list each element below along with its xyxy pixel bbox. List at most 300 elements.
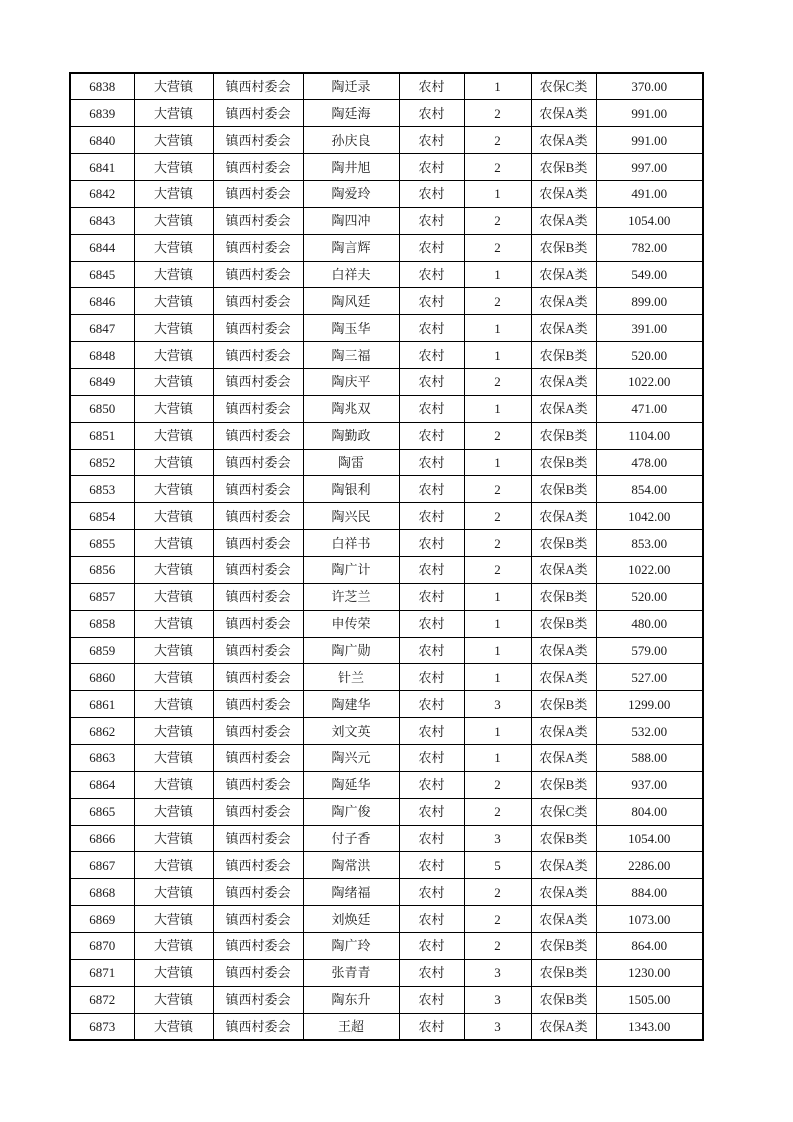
town-cell: 大营镇 [134, 825, 213, 852]
table-row [70, 986, 703, 1013]
amount-cell: 491.00 [596, 180, 703, 207]
residence-type-cell: 农村 [399, 798, 464, 825]
serial-number-cell: 6867 [70, 852, 134, 879]
serial-number-cell: 6840 [70, 127, 134, 154]
table-row [70, 825, 703, 852]
person-count-cell: 1 [464, 664, 531, 691]
village-committee-cell: 镇西村委会 [213, 73, 303, 100]
table-row [70, 771, 703, 798]
residence-type-cell: 农村 [399, 154, 464, 181]
amount-cell: 520.00 [596, 342, 703, 369]
residence-type-cell: 农村 [399, 315, 464, 342]
residence-type-cell: 农村 [399, 261, 464, 288]
town-cell: 大营镇 [134, 691, 213, 718]
person-count-cell: 2 [464, 879, 531, 906]
table-row [70, 315, 703, 342]
serial-number-cell: 6847 [70, 315, 134, 342]
residence-type-cell: 农村 [399, 691, 464, 718]
person-count-cell: 3 [464, 986, 531, 1013]
serial-number-cell: 6855 [70, 530, 134, 557]
residence-type-cell: 农村 [399, 476, 464, 503]
village-committee-cell: 镇西村委会 [213, 530, 303, 557]
serial-number-cell: 6866 [70, 825, 134, 852]
person-name-cell: 白祥夫 [303, 261, 399, 288]
serial-number-cell: 6848 [70, 342, 134, 369]
person-name-cell: 陶建华 [303, 691, 399, 718]
amount-cell: 937.00 [596, 771, 703, 798]
serial-number-cell: 6843 [70, 207, 134, 234]
residence-type-cell: 农村 [399, 127, 464, 154]
person-count-cell: 2 [464, 422, 531, 449]
village-committee-cell: 镇西村委会 [213, 906, 303, 933]
serial-number-cell: 6841 [70, 154, 134, 181]
town-cell: 大营镇 [134, 476, 213, 503]
residence-type-cell: 农村 [399, 825, 464, 852]
person-count-cell: 1 [464, 583, 531, 610]
town-cell: 大营镇 [134, 368, 213, 395]
village-committee-cell: 镇西村委会 [213, 986, 303, 1013]
person-count-cell: 2 [464, 154, 531, 181]
amount-cell: 997.00 [596, 154, 703, 181]
person-count-cell: 1 [464, 718, 531, 745]
serial-number-cell: 6844 [70, 234, 134, 261]
town-cell: 大营镇 [134, 100, 213, 127]
table-row [70, 207, 703, 234]
residence-type-cell: 农村 [399, 342, 464, 369]
person-count-cell: 1 [464, 395, 531, 422]
insurance-class-cell: 农保A类 [531, 744, 596, 771]
table-row [70, 906, 703, 933]
amount-cell: 782.00 [596, 234, 703, 261]
insurance-class-cell: 农保A类 [531, 637, 596, 664]
table-row [70, 718, 703, 745]
amount-cell: 480.00 [596, 610, 703, 637]
amount-cell: 854.00 [596, 476, 703, 503]
amount-cell: 853.00 [596, 530, 703, 557]
table-row [70, 691, 703, 718]
amount-cell: 991.00 [596, 127, 703, 154]
insurance-class-cell: 农保B类 [531, 610, 596, 637]
amount-cell: 804.00 [596, 798, 703, 825]
amount-cell: 864.00 [596, 933, 703, 960]
residence-type-cell: 农村 [399, 422, 464, 449]
insurance-class-cell: 农保A类 [531, 288, 596, 315]
person-name-cell: 陶延华 [303, 771, 399, 798]
person-count-cell: 3 [464, 959, 531, 986]
person-name-cell: 陶迁录 [303, 73, 399, 100]
serial-number-cell: 6853 [70, 476, 134, 503]
town-cell: 大营镇 [134, 288, 213, 315]
village-committee-cell: 镇西村委会 [213, 610, 303, 637]
person-count-cell: 1 [464, 315, 531, 342]
amount-cell: 884.00 [596, 879, 703, 906]
residence-type-cell: 农村 [399, 180, 464, 207]
village-committee-cell: 镇西村委会 [213, 556, 303, 583]
village-committee-cell: 镇西村委会 [213, 744, 303, 771]
town-cell: 大营镇 [134, 342, 213, 369]
table-row [70, 395, 703, 422]
amount-cell: 1022.00 [596, 556, 703, 583]
table-row [70, 1013, 703, 1040]
residence-type-cell: 农村 [399, 852, 464, 879]
insurance-class-cell: 农保B类 [531, 771, 596, 798]
amount-cell: 899.00 [596, 288, 703, 315]
serial-number-cell: 6859 [70, 637, 134, 664]
table-row [70, 583, 703, 610]
village-committee-cell: 镇西村委会 [213, 261, 303, 288]
table-row [70, 933, 703, 960]
town-cell: 大营镇 [134, 530, 213, 557]
serial-number-cell: 6845 [70, 261, 134, 288]
residence-type-cell: 农村 [399, 959, 464, 986]
town-cell: 大营镇 [134, 986, 213, 1013]
person-name-cell: 申传荣 [303, 610, 399, 637]
person-count-cell: 2 [464, 771, 531, 798]
residence-type-cell: 农村 [399, 610, 464, 637]
insurance-class-cell: 农保B类 [531, 449, 596, 476]
person-name-cell: 陶雷 [303, 449, 399, 476]
village-committee-cell: 镇西村委会 [213, 368, 303, 395]
amount-cell: 1022.00 [596, 368, 703, 395]
insurance-class-cell: 农保A类 [531, 556, 596, 583]
amount-cell: 1104.00 [596, 422, 703, 449]
residence-type-cell: 农村 [399, 556, 464, 583]
person-name-cell: 陶兴民 [303, 503, 399, 530]
insurance-class-cell: 农保B类 [531, 583, 596, 610]
residence-type-cell: 农村 [399, 234, 464, 261]
table-row [70, 959, 703, 986]
person-count-cell: 1 [464, 610, 531, 637]
table-row [70, 664, 703, 691]
person-name-cell: 陶井旭 [303, 154, 399, 181]
insurance-class-cell: 农保B类 [531, 933, 596, 960]
town-cell: 大营镇 [134, 744, 213, 771]
person-name-cell: 陶广勋 [303, 637, 399, 664]
insurance-class-cell: 农保B类 [531, 154, 596, 181]
person-count-cell: 1 [464, 637, 531, 664]
serial-number-cell: 6846 [70, 288, 134, 315]
amount-cell: 1054.00 [596, 207, 703, 234]
insurance-class-cell: 农保A类 [531, 180, 596, 207]
village-committee-cell: 镇西村委会 [213, 637, 303, 664]
serial-number-cell: 6852 [70, 449, 134, 476]
village-committee-cell: 镇西村委会 [213, 771, 303, 798]
amount-cell: 532.00 [596, 718, 703, 745]
serial-number-cell: 6862 [70, 718, 134, 745]
person-name-cell: 陶四冲 [303, 207, 399, 234]
serial-number-cell: 6868 [70, 879, 134, 906]
person-count-cell: 5 [464, 852, 531, 879]
residence-type-cell: 农村 [399, 530, 464, 557]
amount-cell: 1073.00 [596, 906, 703, 933]
town-cell: 大营镇 [134, 180, 213, 207]
town-cell: 大营镇 [134, 395, 213, 422]
person-name-cell: 陶兴元 [303, 744, 399, 771]
amount-cell: 1299.00 [596, 691, 703, 718]
insurance-class-cell: 农保A类 [531, 368, 596, 395]
town-cell: 大营镇 [134, 771, 213, 798]
town-cell: 大营镇 [134, 610, 213, 637]
serial-number-cell: 6873 [70, 1013, 134, 1040]
person-count-cell: 2 [464, 100, 531, 127]
person-count-cell: 1 [464, 342, 531, 369]
village-committee-cell: 镇西村委会 [213, 852, 303, 879]
village-committee-cell: 镇西村委会 [213, 288, 303, 315]
serial-number-cell: 6861 [70, 691, 134, 718]
amount-cell: 579.00 [596, 637, 703, 664]
table-row [70, 530, 703, 557]
amount-cell: 478.00 [596, 449, 703, 476]
amount-cell: 2286.00 [596, 852, 703, 879]
residence-type-cell: 农村 [399, 933, 464, 960]
person-name-cell: 陶广计 [303, 556, 399, 583]
person-name-cell: 刘文英 [303, 718, 399, 745]
person-name-cell: 陶广俊 [303, 798, 399, 825]
person-name-cell: 刘焕廷 [303, 906, 399, 933]
town-cell: 大营镇 [134, 718, 213, 745]
table-row [70, 637, 703, 664]
insurance-class-cell: 农保A类 [531, 906, 596, 933]
serial-number-cell: 6865 [70, 798, 134, 825]
person-name-cell: 白祥书 [303, 530, 399, 557]
village-committee-cell: 镇西村委会 [213, 879, 303, 906]
insurance-class-cell: 农保B类 [531, 986, 596, 1013]
insurance-class-cell: 农保A类 [531, 395, 596, 422]
person-count-cell: 2 [464, 127, 531, 154]
village-committee-cell: 镇西村委会 [213, 395, 303, 422]
town-cell: 大营镇 [134, 879, 213, 906]
village-committee-cell: 镇西村委会 [213, 100, 303, 127]
residence-type-cell: 农村 [399, 771, 464, 798]
person-name-cell: 张青青 [303, 959, 399, 986]
residence-type-cell: 农村 [399, 368, 464, 395]
insurance-class-cell: 农保A类 [531, 261, 596, 288]
residence-type-cell: 农村 [399, 637, 464, 664]
person-name-cell: 陶风廷 [303, 288, 399, 315]
town-cell: 大营镇 [134, 664, 213, 691]
residence-type-cell: 农村 [399, 1013, 464, 1040]
amount-cell: 520.00 [596, 583, 703, 610]
person-name-cell: 针兰 [303, 664, 399, 691]
residence-type-cell: 农村 [399, 906, 464, 933]
person-name-cell: 许芝兰 [303, 583, 399, 610]
person-name-cell: 陶常洪 [303, 852, 399, 879]
serial-number-cell: 6850 [70, 395, 134, 422]
table-row [70, 449, 703, 476]
insurance-class-cell: 农保A类 [531, 100, 596, 127]
town-cell: 大营镇 [134, 154, 213, 181]
serial-number-cell: 6869 [70, 906, 134, 933]
serial-number-cell: 6854 [70, 503, 134, 530]
person-count-cell: 2 [464, 906, 531, 933]
town-cell: 大营镇 [134, 637, 213, 664]
serial-number-cell: 6860 [70, 664, 134, 691]
person-name-cell: 陶兆双 [303, 395, 399, 422]
village-committee-cell: 镇西村委会 [213, 959, 303, 986]
table-row [70, 261, 703, 288]
insurance-class-cell: 农保A类 [531, 718, 596, 745]
roster-body [70, 73, 703, 1040]
town-cell: 大营镇 [134, 959, 213, 986]
town-cell: 大营镇 [134, 261, 213, 288]
person-count-cell: 2 [464, 234, 531, 261]
town-cell: 大营镇 [134, 127, 213, 154]
residence-type-cell: 农村 [399, 73, 464, 100]
town-cell: 大营镇 [134, 422, 213, 449]
table-row [70, 422, 703, 449]
village-committee-cell: 镇西村委会 [213, 503, 303, 530]
village-committee-cell: 镇西村委会 [213, 315, 303, 342]
person-count-cell: 1 [464, 449, 531, 476]
village-committee-cell: 镇西村委会 [213, 583, 303, 610]
person-name-cell: 陶庆平 [303, 368, 399, 395]
person-count-cell: 2 [464, 476, 531, 503]
insurance-class-cell: 农保A类 [531, 503, 596, 530]
village-committee-cell: 镇西村委会 [213, 154, 303, 181]
table-row [70, 100, 703, 127]
serial-number-cell: 6864 [70, 771, 134, 798]
residence-type-cell: 农村 [399, 986, 464, 1013]
village-committee-cell: 镇西村委会 [213, 234, 303, 261]
village-committee-cell: 镇西村委会 [213, 180, 303, 207]
payment-roster-table [69, 72, 704, 1041]
table-row [70, 288, 703, 315]
town-cell: 大营镇 [134, 449, 213, 476]
village-committee-cell: 镇西村委会 [213, 933, 303, 960]
village-committee-cell: 镇西村委会 [213, 207, 303, 234]
amount-cell: 1054.00 [596, 825, 703, 852]
person-name-cell: 陶银利 [303, 476, 399, 503]
insurance-class-cell: 农保A类 [531, 852, 596, 879]
amount-cell: 1343.00 [596, 1013, 703, 1040]
village-committee-cell: 镇西村委会 [213, 342, 303, 369]
amount-cell: 471.00 [596, 395, 703, 422]
person-name-cell: 孙庆良 [303, 127, 399, 154]
table-row [70, 879, 703, 906]
person-count-cell: 3 [464, 825, 531, 852]
residence-type-cell: 农村 [399, 100, 464, 127]
town-cell: 大营镇 [134, 852, 213, 879]
person-name-cell: 陶玉华 [303, 315, 399, 342]
table-row [70, 503, 703, 530]
person-name-cell: 陶三福 [303, 342, 399, 369]
residence-type-cell: 农村 [399, 207, 464, 234]
town-cell: 大营镇 [134, 234, 213, 261]
table-row [70, 154, 703, 181]
table-row [70, 798, 703, 825]
person-name-cell: 付子香 [303, 825, 399, 852]
insurance-class-cell: 农保A类 [531, 879, 596, 906]
insurance-class-cell: 农保B类 [531, 476, 596, 503]
town-cell: 大营镇 [134, 315, 213, 342]
table-row [70, 852, 703, 879]
amount-cell: 1505.00 [596, 986, 703, 1013]
person-count-cell: 2 [464, 530, 531, 557]
serial-number-cell: 6863 [70, 744, 134, 771]
person-count-cell: 2 [464, 503, 531, 530]
table-row [70, 744, 703, 771]
town-cell: 大营镇 [134, 73, 213, 100]
serial-number-cell: 6871 [70, 959, 134, 986]
residence-type-cell: 农村 [399, 879, 464, 906]
amount-cell: 391.00 [596, 315, 703, 342]
person-count-cell: 2 [464, 556, 531, 583]
residence-type-cell: 农村 [399, 664, 464, 691]
person-name-cell: 陶爱玲 [303, 180, 399, 207]
town-cell: 大营镇 [134, 503, 213, 530]
insurance-class-cell: 农保C类 [531, 73, 596, 100]
table-row [70, 73, 703, 100]
person-count-cell: 1 [464, 744, 531, 771]
residence-type-cell: 农村 [399, 395, 464, 422]
amount-cell: 370.00 [596, 73, 703, 100]
residence-type-cell: 农村 [399, 288, 464, 315]
village-committee-cell: 镇西村委会 [213, 718, 303, 745]
insurance-class-cell: 农保B类 [531, 959, 596, 986]
person-count-cell: 2 [464, 368, 531, 395]
person-count-cell: 1 [464, 180, 531, 207]
serial-number-cell: 6839 [70, 100, 134, 127]
serial-number-cell: 6872 [70, 986, 134, 1013]
residence-type-cell: 农村 [399, 449, 464, 476]
insurance-class-cell: 农保B类 [531, 342, 596, 369]
table-row [70, 368, 703, 395]
insurance-class-cell: 农保C类 [531, 798, 596, 825]
serial-number-cell: 6849 [70, 368, 134, 395]
village-committee-cell: 镇西村委会 [213, 127, 303, 154]
town-cell: 大营镇 [134, 933, 213, 960]
table-row [70, 610, 703, 637]
village-committee-cell: 镇西村委会 [213, 691, 303, 718]
table-row [70, 342, 703, 369]
person-name-cell: 陶言辉 [303, 234, 399, 261]
insurance-class-cell: 农保A类 [531, 127, 596, 154]
serial-number-cell: 6838 [70, 73, 134, 100]
table-row [70, 476, 703, 503]
person-name-cell: 陶绪福 [303, 879, 399, 906]
insurance-class-cell: 农保B类 [531, 691, 596, 718]
serial-number-cell: 6842 [70, 180, 134, 207]
person-count-cell: 2 [464, 933, 531, 960]
person-count-cell: 3 [464, 691, 531, 718]
village-committee-cell: 镇西村委会 [213, 422, 303, 449]
village-committee-cell: 镇西村委会 [213, 449, 303, 476]
town-cell: 大营镇 [134, 207, 213, 234]
town-cell: 大营镇 [134, 1013, 213, 1040]
village-committee-cell: 镇西村委会 [213, 798, 303, 825]
insurance-class-cell: 农保A类 [531, 207, 596, 234]
table-row [70, 127, 703, 154]
town-cell: 大营镇 [134, 906, 213, 933]
insurance-class-cell: 农保A类 [531, 664, 596, 691]
person-name-cell: 陶廷海 [303, 100, 399, 127]
person-count-cell: 1 [464, 261, 531, 288]
insurance-class-cell: 农保B类 [531, 530, 596, 557]
serial-number-cell: 6856 [70, 556, 134, 583]
village-committee-cell: 镇西村委会 [213, 1013, 303, 1040]
amount-cell: 991.00 [596, 100, 703, 127]
town-cell: 大营镇 [134, 556, 213, 583]
residence-type-cell: 农村 [399, 718, 464, 745]
serial-number-cell: 6851 [70, 422, 134, 449]
person-count-cell: 2 [464, 288, 531, 315]
amount-cell: 1042.00 [596, 503, 703, 530]
residence-type-cell: 农村 [399, 583, 464, 610]
residence-type-cell: 农村 [399, 744, 464, 771]
table-row [70, 180, 703, 207]
person-count-cell: 2 [464, 798, 531, 825]
serial-number-cell: 6858 [70, 610, 134, 637]
